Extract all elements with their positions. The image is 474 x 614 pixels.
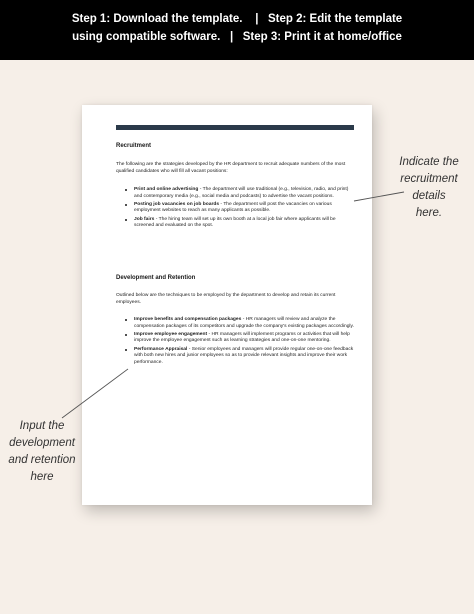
- instructions-banner: [0, 0, 474, 60]
- instructions-line-2: using compatible software. | Step 3: Print it at home/office: [72, 31, 402, 43]
- recruitment-heading: Recruitment: [116, 143, 152, 149]
- callout-line: Input the: [19, 420, 65, 432]
- list-item: [116, 187, 354, 200]
- list-item-text: - The department will post the vacancies on various employment websites to reach as many applicants as possible.: [134, 201, 332, 214]
- list-item-text: - The hiring team will set up its own booth at a local job fair where applicants will be screened and evaluated on the spot.: [134, 216, 336, 229]
- list-item-text: - HR managers will review and analyze the compensation packages of its competitors and upgrade the company's existing packages accordingly.: [134, 317, 354, 329]
- development-intro: Outlined below are the techniques to be employed by the department to develop and retain its current employees.: [116, 293, 336, 305]
- list-item-text: - The department will use traditional (e.g., television, radio, and print) and contemporary media (e.g., social media and podcasts) to advertise the vacant positions.: [134, 187, 349, 199]
- list-item: [116, 332, 354, 345]
- recruitment-callout: [384, 154, 474, 222]
- list-item: [116, 347, 354, 367]
- bullet-icon: [125, 219, 127, 221]
- callout-line: development: [9, 437, 75, 449]
- recruitment-list: [116, 187, 354, 231]
- list-item-title: Improve employee engagement: [134, 331, 208, 337]
- bullet-icon: [125, 319, 127, 321]
- callout-line: here: [30, 471, 54, 483]
- list-item-title: Print and online advertising: [134, 187, 199, 192]
- development-callout: [0, 418, 84, 486]
- document-page: [82, 105, 372, 505]
- list-item-title: Posting job vacancies on job boards: [134, 201, 220, 207]
- callout-line: recruitment: [400, 173, 458, 185]
- list-item-title: Performance Appraisal: [134, 346, 188, 352]
- callout-line: here.: [415, 207, 443, 219]
- list-item-text: - Senior employees and managers will provide regular one-on-one feedback with both new hires and junior employees so as to provide relevant insights and improve their work performance.: [134, 346, 354, 365]
- callout-line: and retention: [8, 454, 76, 466]
- development-heading: Development and Retention: [116, 275, 196, 281]
- bullet-icon: [125, 204, 127, 206]
- bullet-icon: [125, 334, 127, 336]
- list-item-text: - HR managers will implement programs or activities that will help improve the employee engagement such as learning strategies and one-on-one mentoring.: [134, 331, 350, 344]
- recruitment-intro: The following are the strategies developed by the HR department to recruit adequate numbers of the most qualified candidates who will fill all vacant positions:: [116, 162, 346, 174]
- header-rule: [116, 125, 354, 130]
- list-item-title: Improve benefits and compensation packages: [134, 317, 242, 322]
- list-item: [116, 317, 354, 330]
- development-list: [116, 317, 354, 368]
- callout-line: details: [412, 190, 446, 202]
- list-item: [116, 202, 354, 215]
- bullet-icon: [125, 189, 127, 191]
- bullet-icon: [125, 349, 127, 351]
- instructions-line-1: Step 1: Download the template. | Step 2: Edit the template: [71, 13, 403, 25]
- list-item: [116, 217, 354, 230]
- callout-line: Indicate the: [399, 156, 459, 168]
- list-item-title: Job fairs: [134, 216, 155, 222]
